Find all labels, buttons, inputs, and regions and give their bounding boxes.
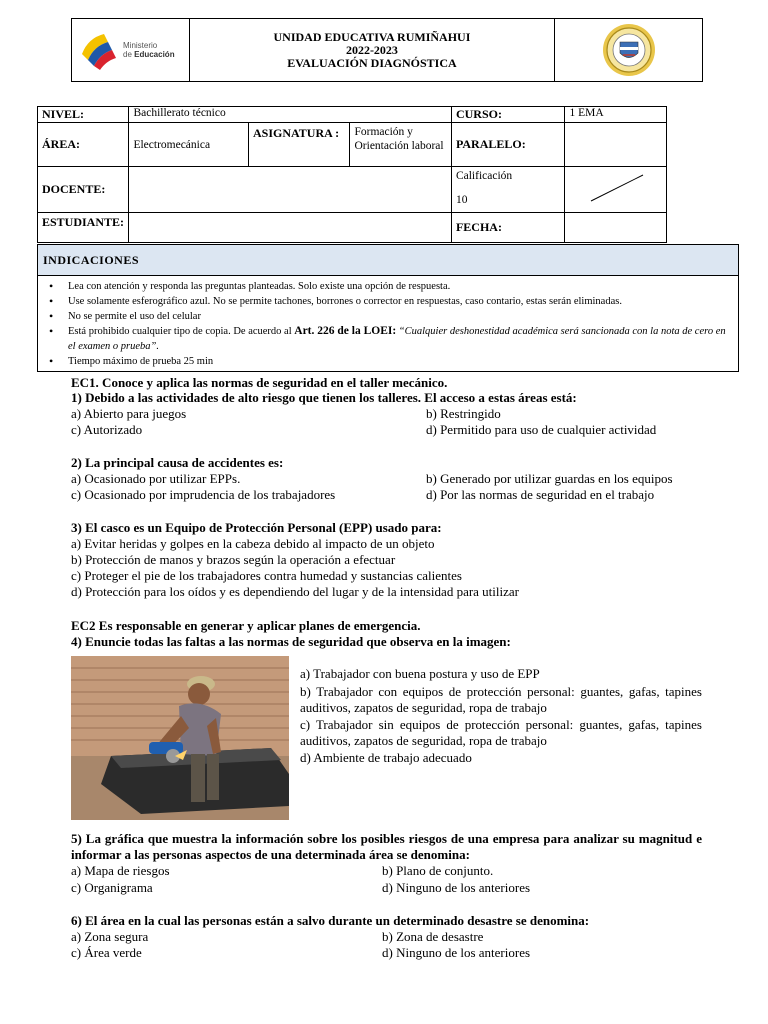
- indication-item: • Lea con atención y responda las preguntas planteadas. Solo existe una opción de respuesta.: [38, 279, 738, 294]
- q4-option-c[interactable]: c) Trabajador sin equipos de protección personal: guantes, gafas, tapines auditivos, zapatos de seguridad, ropa de trabajo: [300, 717, 702, 748]
- indication-item: • No se permite el uso del celular: [38, 309, 738, 324]
- q2-text: 2) La principal causa de accidentes es:: [71, 455, 284, 470]
- curso-label: CURSO:: [451, 107, 565, 123]
- q3-text: 3) El casco es un Equipo de Protección Personal (EPP) usado para:: [71, 520, 442, 535]
- student-info-table: [37, 106, 667, 243]
- q1-option-b[interactable]: b) Restringido: [426, 406, 501, 421]
- q4-text: 4) Enuncie todas las faltas a las normas de seguridad que observa en la imagen:: [71, 634, 511, 649]
- calificacion-cell: [451, 167, 565, 213]
- area-label: ÁREA:: [38, 123, 129, 167]
- q3-option-b[interactable]: b) Protección de manos y brazos según la operación a efectuar: [71, 552, 396, 567]
- indication-item: [38, 324, 738, 354]
- school-seal-icon: [601, 22, 657, 78]
- q5-option-d[interactable]: d) Ninguno de los anteriores: [382, 880, 531, 895]
- indication-item: • Tiempo máximo de prueba 25 min: [38, 354, 738, 369]
- grade-slash: [569, 169, 659, 209]
- estudiante-label: ESTUDIANTE:: [38, 213, 129, 243]
- nivel-label: NIVEL:: [38, 107, 129, 123]
- estudiante-field[interactable]: [129, 213, 452, 243]
- paralelo-label: PARALELO:: [451, 123, 565, 167]
- school-seal-cell: [555, 19, 703, 82]
- docente-field[interactable]: [129, 167, 452, 213]
- q2-option-b[interactable]: b) Generado por utilizar guardas en los equipos: [426, 471, 673, 486]
- nivel-value: Bachillerato técnico: [129, 107, 452, 123]
- q5-option-a[interactable]: a) Mapa de riesgos: [71, 863, 170, 878]
- q3-option-a[interactable]: a) Evitar heridas y golpes en la cabeza debido al impacto de un objeto: [71, 536, 435, 551]
- paralelo-field[interactable]: [565, 123, 667, 167]
- area-value: Electromecánica: [129, 123, 249, 167]
- q3-option-c[interactable]: c) Proteger el pie de los trabajadores contra humedad y sustancias calientes: [71, 568, 462, 583]
- q1-text: 1) Debido a las actividades de alto riesgo que tienen los talleres. El acceso a estas áreas está:: [71, 390, 577, 405]
- loei-quote: “Cualquier deshonestidad académica será sancionada con la nota de cero en el examen o prueba”.: [68, 326, 726, 352]
- worker-photo: [71, 656, 289, 820]
- q4-option-a[interactable]: a) Trabajador con buena postura y uso de EPP: [300, 666, 540, 681]
- q4-option-b[interactable]: b) Trabajador con equipos de protección personal: guantes, gafas, tapines auditivos, zapatos de seguridad, ropa de trabajo: [300, 684, 702, 715]
- docente-label: DOCENTE:: [38, 167, 129, 213]
- school-name: UNIDAD EDUCATIVA RUMIÑAHUI: [273, 29, 471, 44]
- logo-text-line2-bold: Educación: [134, 50, 175, 59]
- logo-text-line1: Ministerio: [123, 41, 158, 50]
- indication-item4-pre: Está prohibido cualquier tipo de copia. De acuerdo al: [68, 326, 295, 337]
- ministry-logo-icon: [80, 28, 128, 70]
- fecha-field[interactable]: [565, 213, 667, 243]
- q6-option-d[interactable]: d) Ninguno de los anteriores: [382, 945, 531, 960]
- ec2-title: EC2 Es responsable en generar y aplicar planes de emergencia.: [71, 618, 421, 633]
- q2-option-c[interactable]: c) Ocasionado por imprudencia de los trabajadores: [71, 487, 336, 502]
- q5-option-b[interactable]: b) Plano de conjunto.: [382, 863, 494, 878]
- calificacion-max: 10: [455, 194, 468, 206]
- q3-option-d[interactable]: d) Protección para los oídos y es dependiendo del lugar y de la intensidad para utilizar: [71, 584, 519, 599]
- logo-text-line2: de: [123, 50, 135, 59]
- q6-option-a[interactable]: a) Zona segura: [71, 929, 149, 944]
- indications-list: [38, 279, 738, 369]
- asignatura-label: ASIGNATURA :: [249, 123, 350, 167]
- header-title-cell: [189, 19, 555, 82]
- indications-box: [37, 244, 739, 372]
- curso-value: 1 EMA: [565, 107, 667, 123]
- ministry-logo-cell: [72, 19, 190, 82]
- q2-option-d[interactable]: d) Por las normas de seguridad en el trabajo: [426, 487, 655, 502]
- loei-article: Art. 226 de la LOEI:: [294, 325, 397, 337]
- indications-title: INDICACIONES: [38, 245, 739, 276]
- q5-option-c[interactable]: c) Organigrama: [71, 880, 153, 895]
- q5-text: 5) La gráfica que muestra la información sobre los posibles riesgos de una empresa para analizar su magnitud e informar a las personas aspectos de una determinada área se denomina:: [71, 831, 702, 862]
- q6-option-c[interactable]: c) Área verde: [71, 945, 142, 960]
- q6-option-b[interactable]: b) Zona de desastre: [382, 929, 484, 944]
- calificacion-field[interactable]: [565, 167, 667, 213]
- q6-text: 6) El área en la cual las personas están a salvo durante un determinado desastre se denomina:: [71, 913, 590, 928]
- q1-option-c[interactable]: c) Autorizado: [71, 422, 143, 437]
- ec1-title: EC1. Conoce y aplica las normas de seguridad en el taller mecánico.: [71, 375, 448, 390]
- indication-item: • Use solamente esferográfico azul. No se permite tachones, borrones o corrector en respuestas, caso contario, estas serán eliminadas.: [38, 294, 738, 309]
- fecha-label: FECHA:: [451, 213, 565, 243]
- q1-option-d[interactable]: d) Permitido para uso de cualquier actividad: [426, 422, 657, 437]
- exam-title: EVALUACIÓN DIAGNÓSTICA: [287, 55, 457, 70]
- asignatura-value: Formación y Orientación laboral: [350, 123, 451, 167]
- q4-option-d[interactable]: d) Ambiente de trabajo adecuado: [300, 750, 472, 765]
- calificacion-label: Calificación: [455, 170, 513, 182]
- q1-option-a[interactable]: a) Abierto para juegos: [71, 406, 187, 421]
- school-year: 2022-2023: [345, 42, 398, 57]
- q2-option-a[interactable]: a) Ocasionado por utilizar EPPs.: [71, 471, 241, 486]
- document-header: [71, 18, 703, 82]
